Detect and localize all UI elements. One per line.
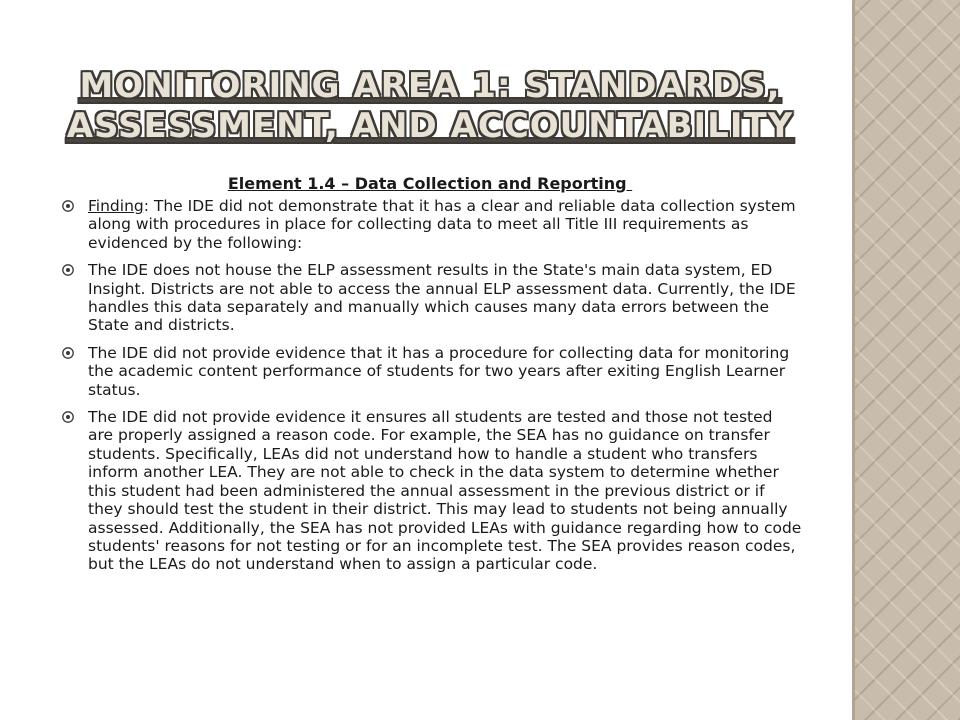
bullet-text: The IDE did not provide evidence that it has a procedure for collecting data for monitoring the academic content performance of students for two years after exiting English Learner status. (88, 343, 790, 399)
bullet-item (62, 408, 802, 574)
sun-bullet-icon (62, 200, 74, 212)
slide-title-line-2: ASSESSMENT, AND ACCOUNTABILITY (66, 106, 794, 146)
bullet-text: : The IDE did not demonstrate that it has a clear and reliable data collection system along with procedures in place for collecting data to meet all Title III requirements as evidenced by the following: (88, 197, 796, 252)
bullet-list (62, 197, 802, 583)
bullet-text: The IDE did not provide evidence it ensures all students are tested and those not tested are properly assigned a reason code. For example, the SEA has no guidance on transfer students. Specifically, LEAs did not understand how to handle a student who transfers inform another LEA. They are not able to check in the data system to determine whether this student had been administered the annual assessment in the previous district or if they should test the student in their district. This may lead to students not being annually assessed. Additionally, the SEA has not provided LEAs with guidance regarding how to code students' reasons for not testing or for an incomplete test. The SEA provides reason codes, but the LEAs do not understand when to assign a particular code. (88, 408, 802, 574)
sun-bullet-icon (62, 411, 74, 423)
element-heading: Element 1.4 – Data Collection and Reporting (227, 174, 633, 193)
bullet-item (62, 261, 802, 335)
sun-bullet-icon (62, 347, 74, 359)
slide-title (60, 66, 800, 146)
finding-label: Finding (88, 197, 144, 215)
side-panel-edge (852, 0, 855, 720)
decorative-side-panel (852, 0, 960, 720)
bullet-text: The IDE does not house the ELP assessment results in the State's main data system, ED Insight. Districts are not able to access the annual ELP assessment data. Currently, the IDE handles this data separately and manually which causes many data errors between the State and districts. (88, 261, 796, 335)
slide-title-line-1: MONITORING AREA 1: STANDARDS, (79, 66, 781, 106)
bullet-item (62, 344, 802, 399)
bullet-item-finding (62, 197, 802, 252)
sun-bullet-icon (62, 264, 74, 276)
